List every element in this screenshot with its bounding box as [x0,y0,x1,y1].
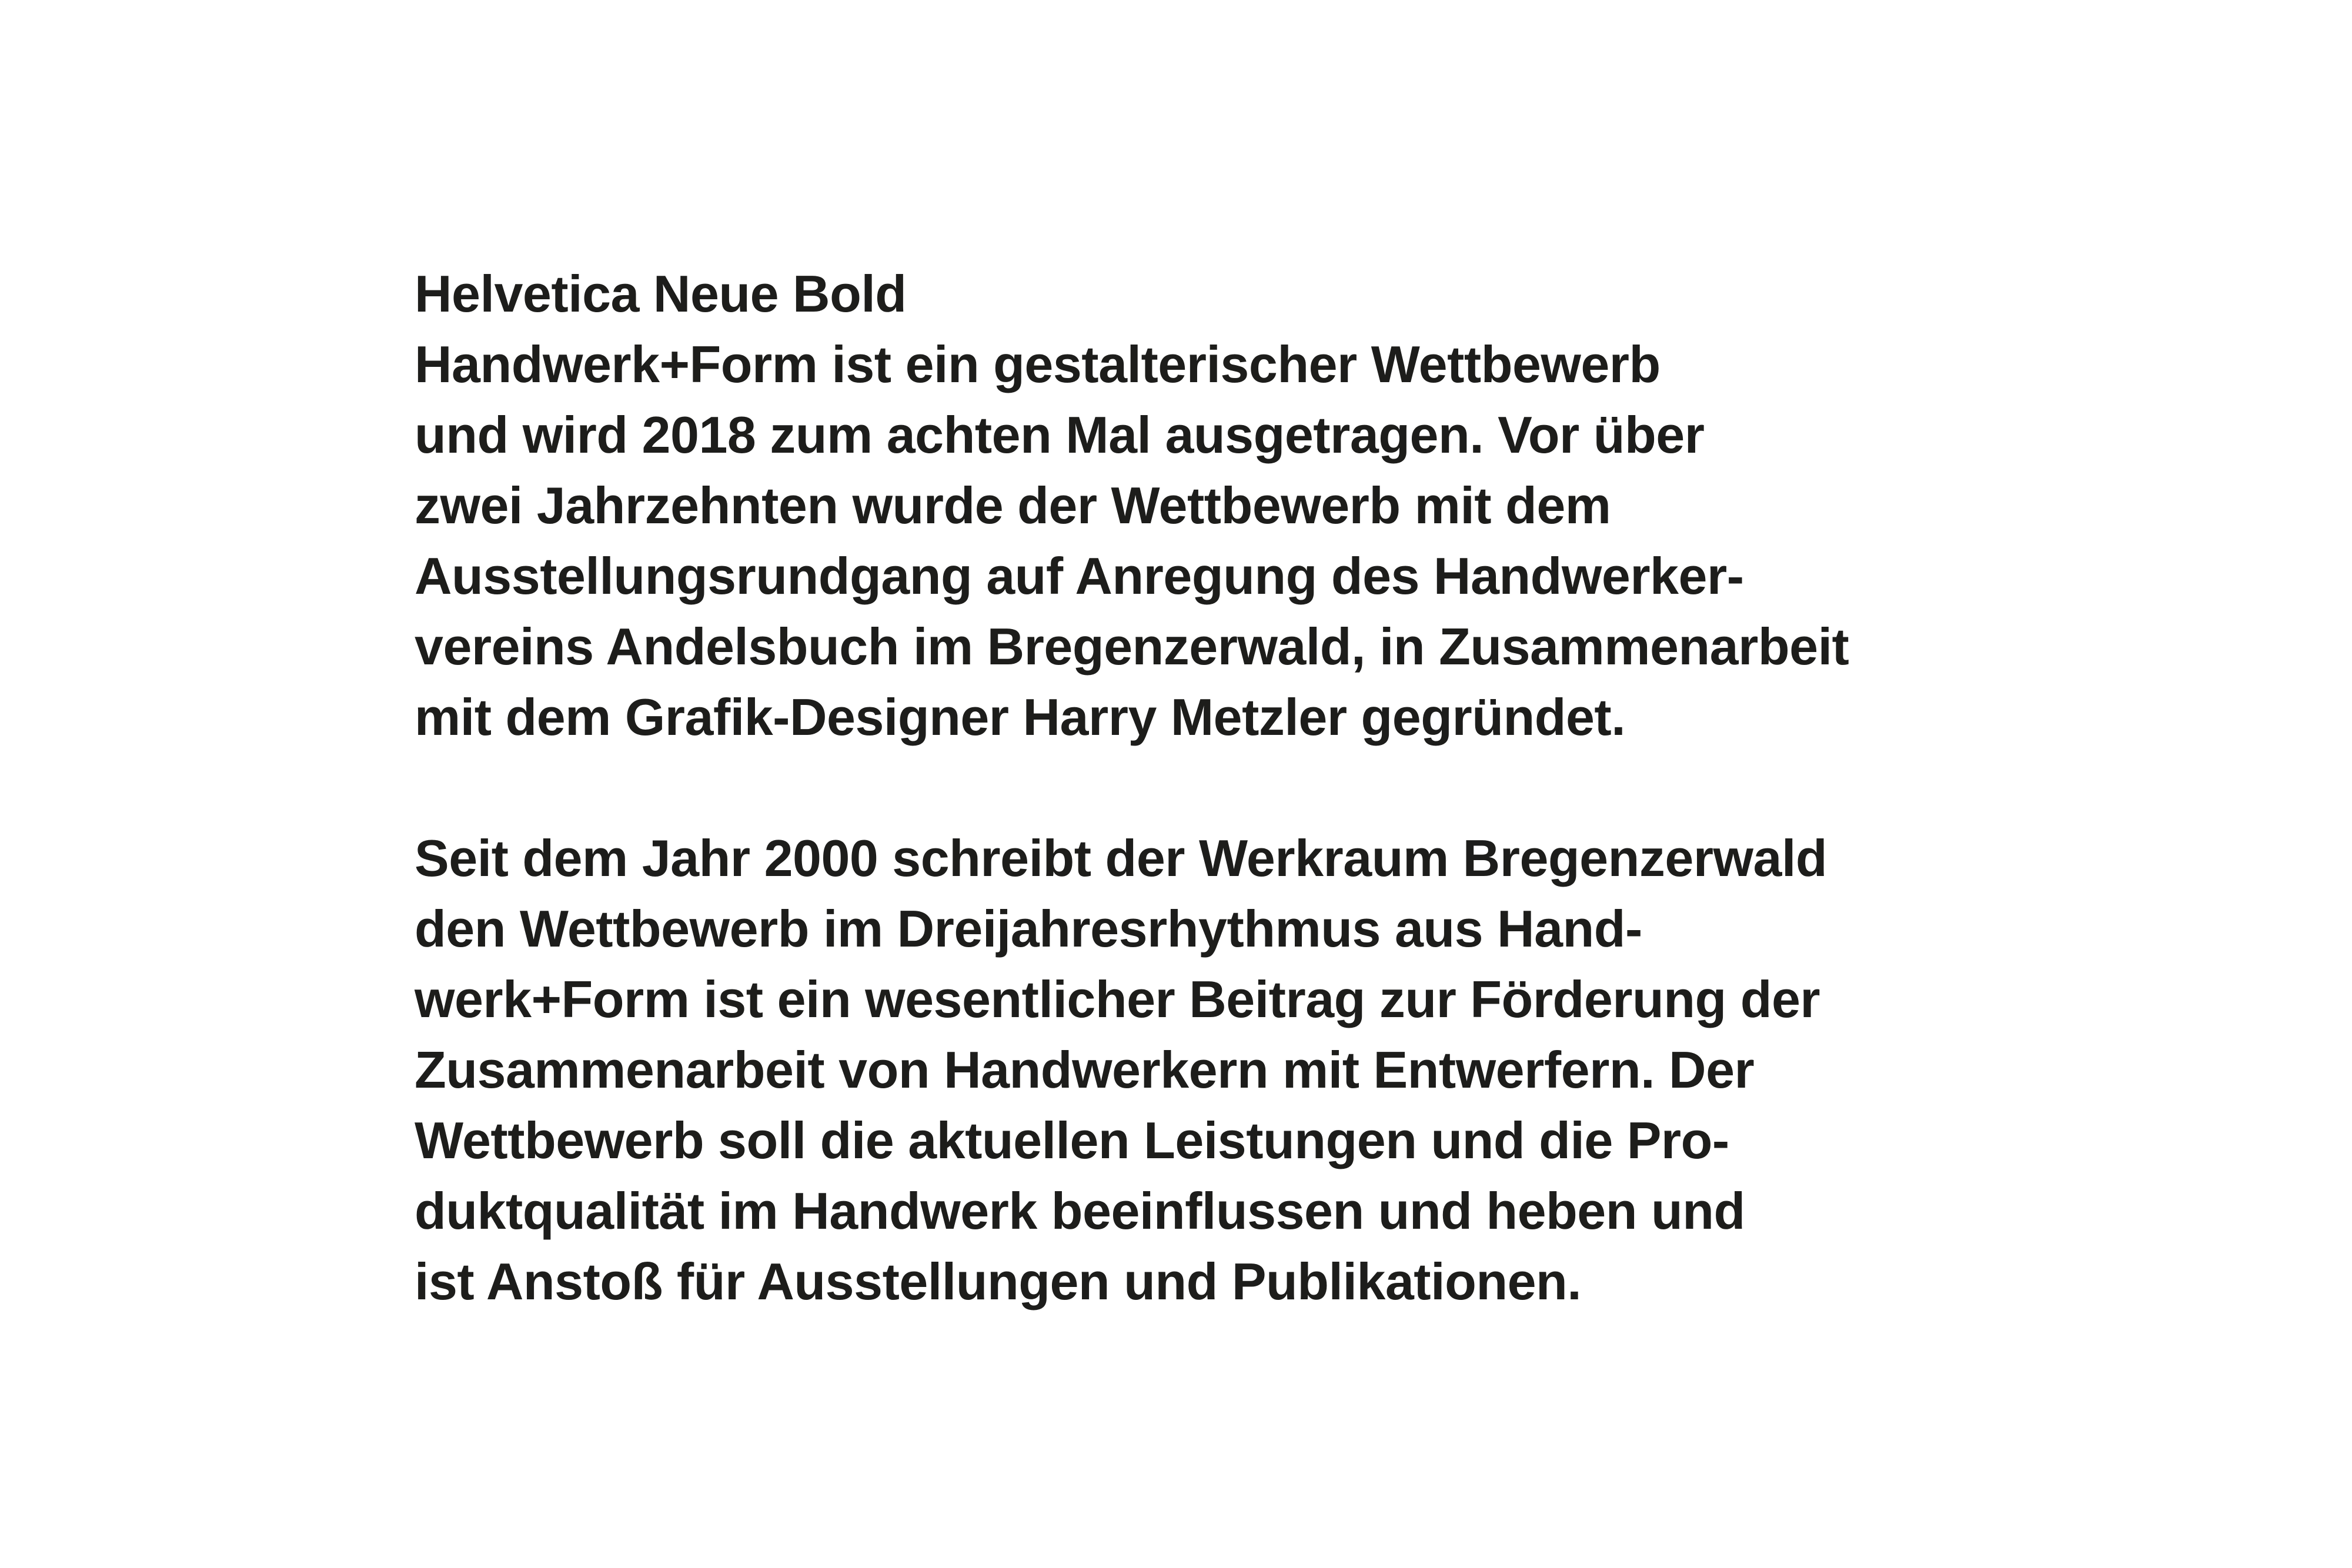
paragraph-1-line: zwei Jahrzehnten wurde der Wettbewerb mit dem [415,476,1611,534]
specimen-heading: Helvetica Neue Bold [415,265,907,323]
paragraph-2-line: Zusammenarbeit von Handwerkern mit Entwerfern. Der [415,1041,1755,1099]
paragraph-2-line: Seit dem Jahr 2000 schreibt der Werkraum Bregenzerwald [415,829,1828,887]
paragraph-2-line: ist Anstoß für Ausstellungen und Publikationen. [415,1252,1582,1310]
paragraph-1-line: mit dem Grafik-Designer Harry Metzler gegründet. [415,688,1626,746]
paragraph-2-line: duktqualität im Handwerk beeinflussen und heben und [415,1182,1745,1240]
paragraph-1-line: Ausstellungsrundgang auf Anregung des Handwerker- [415,547,1744,605]
paragraph-spacer [415,753,2179,823]
paragraph-1-line: vereins Andelsbuch im Bregenzerwald, in Zusammenarbeit [415,617,1849,676]
paragraph-2-line: Wettbewerb soll die aktuellen Leistungen und die Pro- [415,1111,1729,1169]
paragraph-2-line: werk+Form ist ein wesentlicher Beitrag zur Förderung der [415,970,1820,1028]
paragraph-1-line: und wird 2018 zum achten Mal ausgetragen. Vor über [415,406,1705,464]
paragraph-2 [415,823,2179,1317]
type-specimen [415,259,2179,1317]
paragraph-2-line: den Wettbewerb im Dreijahresrhythmus aus Hand- [415,900,1642,958]
paragraph-1 [415,329,2179,753]
paragraph-1-line: Handwerk+Form ist ein gestalterischer Wettbewerb [415,335,1661,393]
